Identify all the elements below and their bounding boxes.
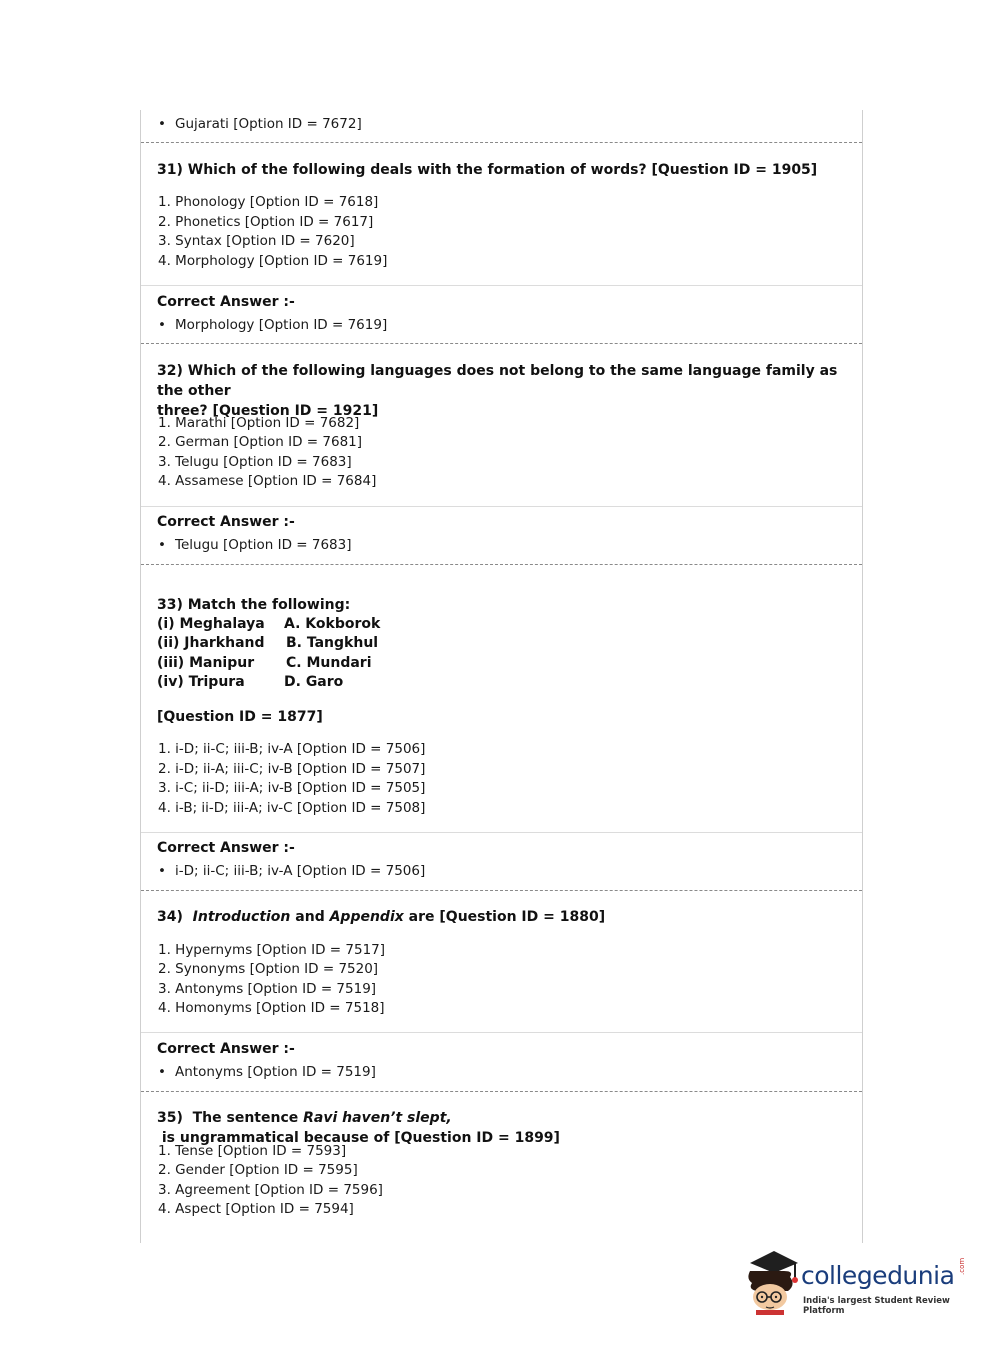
- question-31-text: 31) Which of the following deals with the formation of words? [Question ID = 1905]: [157, 162, 818, 178]
- document-page: [140, 110, 863, 1243]
- divider: [141, 832, 862, 833]
- option: 1. i-D; ii-C; iii-B; iv-A [Option ID = 7506]: [158, 741, 426, 757]
- match-left: (iii) Manipur: [157, 655, 255, 671]
- question-separator: [141, 890, 862, 891]
- question-33-text: 33) Match the following:: [157, 597, 351, 613]
- question-32-text: [157, 361, 847, 421]
- match-row: [157, 615, 380, 635]
- question-id: [Question ID = 1877]: [157, 709, 323, 725]
- option: 1. Hypernyms [Option ID = 7517]: [158, 942, 386, 958]
- logo-wordmark: collegedunia: [801, 1261, 955, 1290]
- match-right: D. Garo: [284, 674, 344, 690]
- question-line: three? [Question ID = 1921]: [157, 403, 379, 419]
- match-left: (ii) Jharkhand: [157, 635, 265, 651]
- italic-term: Appendix: [329, 909, 404, 925]
- answer-bullet: • Gujarati [Option ID = 7672]: [158, 116, 362, 132]
- collegedunia-logo[interactable]: [742, 1249, 972, 1315]
- match-row: [157, 654, 372, 674]
- question-line: 32) Which of the following languages does not belong to the same language family as the other: [157, 363, 838, 399]
- correct-answer-label: Correct Answer :-: [157, 294, 295, 310]
- option: 3. Agreement [Option ID = 7596]: [158, 1182, 383, 1198]
- match-left: (iv) Tripura: [157, 674, 245, 690]
- match-row: [157, 634, 378, 654]
- question-separator: [141, 1091, 862, 1092]
- divider: [141, 285, 862, 286]
- option: 4. Assamese [Option ID = 7684]: [158, 473, 377, 489]
- option: 3. Antonyms [Option ID = 7519]: [158, 981, 377, 997]
- option: 2. Phonetics [Option ID = 7617]: [158, 214, 374, 230]
- correct-answer-label: Correct Answer :-: [157, 840, 295, 856]
- correct-answer-label: Correct Answer :-: [157, 514, 295, 530]
- correct-answer: • Telugu [Option ID = 7683]: [158, 537, 352, 553]
- question-35-text: 35) The sentence Ravi haven’t slept, is ungrammatical because of [Question ID = 1899]: [157, 1110, 560, 1146]
- option: 4. i-B; ii-D; iii-A; iv-C [Option ID = 7508]: [158, 800, 426, 816]
- option: 1. Phonology [Option ID = 7618]: [158, 194, 379, 210]
- correct-answer: • Antonyms [Option ID = 7519]: [158, 1064, 376, 1080]
- option: 2. Synonyms [Option ID = 7520]: [158, 961, 379, 977]
- option: 3. Telugu [Option ID = 7683]: [158, 454, 352, 470]
- divider: [141, 1032, 862, 1033]
- italic-term: Introduction: [192, 909, 291, 925]
- match-right: A. Kokborok: [284, 616, 381, 632]
- option: 1. Tense [Option ID = 7593]: [158, 1143, 347, 1159]
- question-separator: [141, 142, 862, 143]
- correct-answer-label: Correct Answer :-: [157, 1041, 295, 1057]
- correct-answer: • i-D; ii-C; iii-B; iv-A [Option ID = 7506]: [158, 863, 426, 879]
- option: 2. German [Option ID = 7681]: [158, 434, 363, 450]
- option: 1. Marathi [Option ID = 7682]: [158, 415, 360, 431]
- option: 3. i-C; ii-D; iii-A; iv-B [Option ID = 7505]: [158, 780, 426, 796]
- question-separator: [141, 564, 862, 565]
- logo-suffix: .com: [958, 1257, 966, 1275]
- divider: [141, 506, 862, 507]
- question-separator: [141, 343, 862, 344]
- match-right: C. Mundari: [286, 655, 372, 671]
- option: 4. Homonyms [Option ID = 7518]: [158, 1000, 385, 1016]
- match-row: [157, 673, 343, 693]
- option: 3. Syntax [Option ID = 7620]: [158, 233, 355, 249]
- option: 2. Gender [Option ID = 7595]: [158, 1162, 358, 1178]
- option: 4. Morphology [Option ID = 7619]: [158, 253, 388, 269]
- mascot-icon: [742, 1249, 802, 1315]
- match-left: (i) Meghalaya: [157, 616, 265, 632]
- option: 4. Aspect [Option ID = 7594]: [158, 1201, 354, 1217]
- option: 2. i-D; ii-A; iii-C; iv-B [Option ID = 7507]: [158, 761, 426, 777]
- logo-tagline: India's largest Student Review Platform: [803, 1296, 950, 1316]
- correct-answer: • Morphology [Option ID = 7619]: [158, 317, 388, 333]
- match-right: B. Tangkhul: [286, 635, 379, 651]
- question-34-text: 34) Introduction and Appendix are [Question ID = 1880]: [157, 909, 606, 925]
- italic-term: Ravi haven’t slept,: [303, 1110, 452, 1126]
